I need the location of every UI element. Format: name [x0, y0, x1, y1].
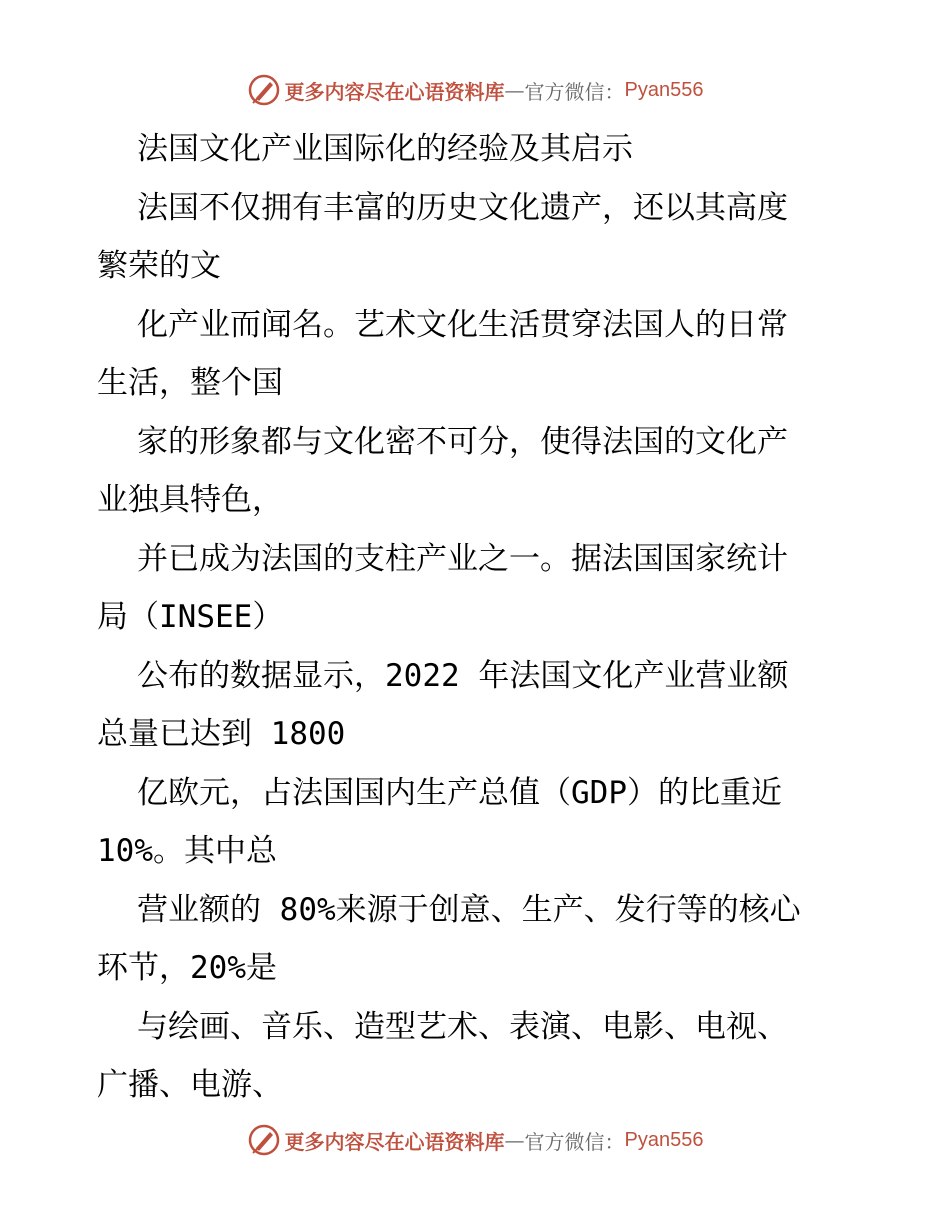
text-line: 家的形象都与文化密不可分，使得法国的文化产: [137, 423, 788, 460]
pen-circle-logo-icon: [247, 73, 281, 107]
text-line: 生活，整个国: [97, 365, 283, 401]
text-line: 法国文化产业国际化的经验及其启示: [137, 131, 633, 167]
text-line: 与绘画、音乐、造型艺术、表演、电影、电视、: [137, 1008, 788, 1045]
banner-brand-text: 更多内容尽在心语资料库: [284, 79, 505, 104]
banner-wechat-id: Pyan556: [624, 1128, 704, 1151]
banner-wechat-id: Pyan556: [624, 78, 704, 101]
text-line: 化产业而闻名。艺术文化生活贯穿法国人的日常: [137, 306, 788, 343]
text-line: 公布的数据显示，2022 年法国文化产业营业额: [137, 657, 789, 694]
header-banner[interactable]: [0, 70, 950, 110]
banner-dash: —: [504, 1128, 525, 1152]
banner-dash: —: [504, 78, 525, 102]
document-body: [97, 120, 857, 1115]
text-line: 局（INSEE）: [97, 599, 284, 635]
text-line: 总量已达到 1800: [97, 716, 346, 752]
text-line: 广播、电游、: [97, 1067, 283, 1103]
pen-circle-logo-icon: [247, 1123, 281, 1157]
text-line: 并已成为法国的支柱产业之一。据法国国家统计: [137, 540, 788, 577]
banner-brand-text: 更多内容尽在心语资料库: [284, 1129, 505, 1154]
text-line: 业独具特色，: [97, 482, 283, 518]
banner-wechat-label: 官方微信：: [524, 1129, 625, 1154]
text-line: 亿欧元，占法国国内生产总值（GDP）的比重近: [137, 774, 782, 811]
text-line: 法国不仅拥有丰富的历史文化遗产，还以其高度: [137, 189, 788, 226]
banner-wechat-label: 官方微信：: [524, 79, 625, 104]
footer-banner[interactable]: [0, 1120, 950, 1160]
text-line: 环节，20%是: [97, 950, 277, 986]
text-line: 繁荣的文: [97, 248, 221, 284]
text-line: 营业额的 80%来源于创意、生产、发行等的核心: [137, 891, 801, 928]
text-line: 10%。其中总: [97, 833, 277, 869]
